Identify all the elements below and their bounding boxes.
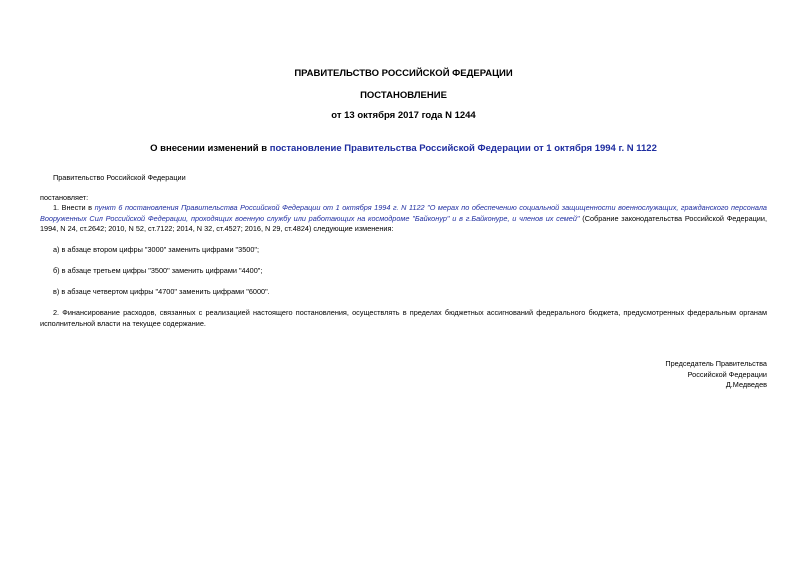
subitem-c: в) в абзаце четвертом цифры "4700" заменить цифрами "6000". bbox=[53, 287, 270, 296]
government-heading: ПРАВИТЕЛЬСТВО РОССИЙСКОЙ ФЕДЕРАЦИИ bbox=[294, 68, 513, 79]
document-title-prefix: О внесении изменений в bbox=[150, 143, 270, 154]
signature-title-line2: Российской Федерации bbox=[687, 370, 767, 379]
item-1-start: 1. Внести в bbox=[53, 203, 95, 212]
amended-decree-link[interactable]: постановление Правительства Российской Федерации от 1 октября 1994 г. N 1122 bbox=[269, 143, 657, 154]
signatory-name: Д.Медведев bbox=[725, 380, 767, 389]
item-1-end: (Собрание законодательства Российской Федерации, 1994, N 24, ст.2642; 2010, N 52, ст.7122; 2014, N 32, ст.4527; 2016, N 29, ст.4824) следующие изменения: bbox=[40, 213, 767, 233]
item-2-paragraph: 2. Финансирование расходов, связанных с реализацией настоящего постановления, осуществлять в пределах бюджетных ассигнований федерального бюджета, предусмотренных федеральным органам исполнительной власти на текущее содержание. bbox=[40, 308, 767, 328]
subitem-b: б) в абзаце третьем цифры "3500" заменить цифрами "4400"; bbox=[53, 266, 263, 275]
signature-title-line1: Председатель Правительства bbox=[665, 359, 767, 368]
item-1-paragraph bbox=[40, 203, 767, 235]
decides-text: постановляет: bbox=[40, 193, 89, 202]
subitem-a: а) в абзаце втором цифры "3000" заменить цифрами "3500"; bbox=[53, 245, 259, 254]
document-title bbox=[0, 143, 807, 155]
document-type-heading: ПОСТАНОВЛЕНИЕ bbox=[360, 90, 447, 101]
issuer-text: Правительство Российской Федерации bbox=[53, 173, 186, 182]
decree-clause-link[interactable]: пункт 6 постановления Правительства Российской Федерации от 1 октября 1994 г. N 1122 "О мерах по обеспечению социальной защищенности военнослужащих, гражданского персонала Вооруженных Сил Российской Федерации, проходящих военную службу или работающих на космодроме "Байконур" и в г.Байконуре, и членов их семей" bbox=[40, 203, 767, 223]
date-number-heading: от 13 октября 2017 года N 1244 bbox=[331, 110, 476, 121]
